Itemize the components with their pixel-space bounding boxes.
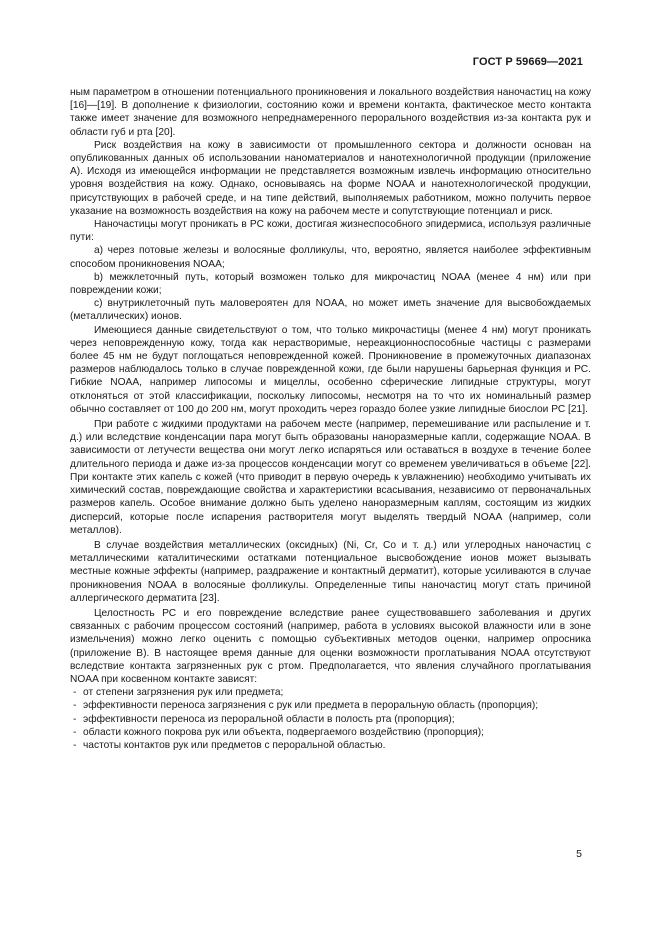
paragraph-penetration-paths-intro: Наночастицы могут проникать в РС кожи, достигая жизнеспособного эпидермиса, используя различные пути: <box>70 219 591 244</box>
list-item-path-b: b) межклеточный путь, который возможен только для микрочастиц NOAA (менее 4 нм) или при повреждении кожи; <box>70 271 591 297</box>
dash-list-item: - от степени загрязнения рук или предмета; <box>70 686 591 699</box>
body-text <box>70 86 591 752</box>
paragraph-liquid-products: При работе с жидкими продуктами на рабочем месте (например, перемешивание или распыление и т. д.) или вследствие конденсации пара могут быть образованы наноразмерные капли, содержащие NOAA. В зависимости от летучести вещества они могут легко испаряться или оставаться в воздухе в течение более длительного периода и даже из-за процессов конденсации могут со временем увеличиваться в объеме [22]. При контакте этих капель с кожей (что приводит в первую очередь к увлажнению) необходимо учитывать их химический состав, повреждающие свойства и характеристики всасывания, независимо от первоначальных размеров капель. Особое внимание должно быть уделено наноразмерным каплям, состоящим из жидких дисперсий, которые после испарения растворителя могут выделять твердый NOAA (например, соли металлов). <box>70 419 591 536</box>
dash-list-item: - эффективности переноса из пероральной области в полость рта (пропорция); <box>70 713 591 726</box>
paragraph-metal-nanoparticles: В случае воздействия металлических (оксидных) (Ni, Cr, Co и т. д.) или углеродных наночастиц с металлическими каталитическими остатками потенциальное высвобождение ионов может вызывать местные кожные эффекты (например, раздражение и контактный дерматит), которые усиливаются в случае проникновения NOAA в волосяные фолликулы. Определенные типы наночастиц могут стать причиной аллергического дерматита [23]. <box>70 539 591 604</box>
dash-list-item: - эффективности переноса загрязнения с рук или предмета в пероральную область (пропорция); <box>70 699 591 712</box>
list-item-path-a: a) через потовые железы и волосяные фолликулы, что, вероятно, является наиболее эффективным способом проникновения NOAA; <box>70 245 591 270</box>
dash-list <box>70 686 591 752</box>
dash-list-item: - области кожного покрова рук или объекта, подвергаемого воздействию (пропорция); <box>70 726 591 739</box>
paragraph-microparticles: Имеющиеся данные свидетельствуют о том, что только микрочастицы (менее 4 нм) могут проникать через неповрежденную кожу, тогда как нерастворимые, нереакционноспособные частицы с размерами более 45 нм не будут поглощаться неповрежденной кожей. Проникновение в промежуточных диапазонах размеров наблюдалось только в случае поврежденной кожи, где были нарушены барьерная функция и РС. Гибкие NOAA, например липосомы и мицеллы, особенно сферические липидные структуры, могут отклоняться от этой классификации, поскольку липосомы, несмотря на то что их номинальный размер обычно составляет от 100 до 200 нм, могут проходить через гораздо более узкие липидные биослои РС [21]. <box>70 324 591 415</box>
list-item-path-c: c) внутриклеточный путь маловероятен для NOAA, но может иметь значение для высвобождаемых (металлических) ионов. <box>70 298 591 323</box>
paragraph-continuation: ным параметром в отношении потенциального проникновения и локального воздействия наночастиц на кожу [16]—[19]. В дополнение к физиологии, состоянию кожи и времени контакта, фактическое место контакта также имеет значение для возможного непреднамеренного перорального воздействия из-за контакта рук и области губ и рта [20]. <box>70 87 591 138</box>
paragraph-skin-integrity: Целостность РС и его повреждение вследствие ранее существовавшего заболевания и других связанных с рабочим процессом состояний (например, работа в условиях высокой влажности или в зоне измельчения) можно легко оценить с помощью субъективных методов оценки, например опросника (приложение В). В настоящее время данные для оценки возможности проглатывания NOAA отсутствуют вследствие контакта загрязненных рук с ртом. Предполагается, что явления случайного проглатывания NOAA при косвенном контакте зависят: <box>70 607 591 685</box>
dash-list-item: - частоты контактов рук или предметов с пероральной областью. <box>70 739 591 752</box>
standard-header: ГОСТ Р 59669—2021 <box>472 56 583 68</box>
paragraph-skin-exposure-risk: Риск воздействия на кожу в зависимости от промышленного сектора и должности основан на опубликованных данных об использовании наноматериалов и нанотехнологичной продукции (приложение А). Исходя из имеющейся информации не представляется возможным извлечь информацию относительно уровня воздействия на кожу. Однако, основываясь на форме NOAA и нанотехнологической продукции, присутствующих в рабочей среде, и на типе действий, выполняемых работником, можно получить первое указание на возможность воздействия на кожу на рабочем месте и сопутствующие потенциал и риск. <box>70 139 591 217</box>
page-number: 5 <box>576 848 582 860</box>
